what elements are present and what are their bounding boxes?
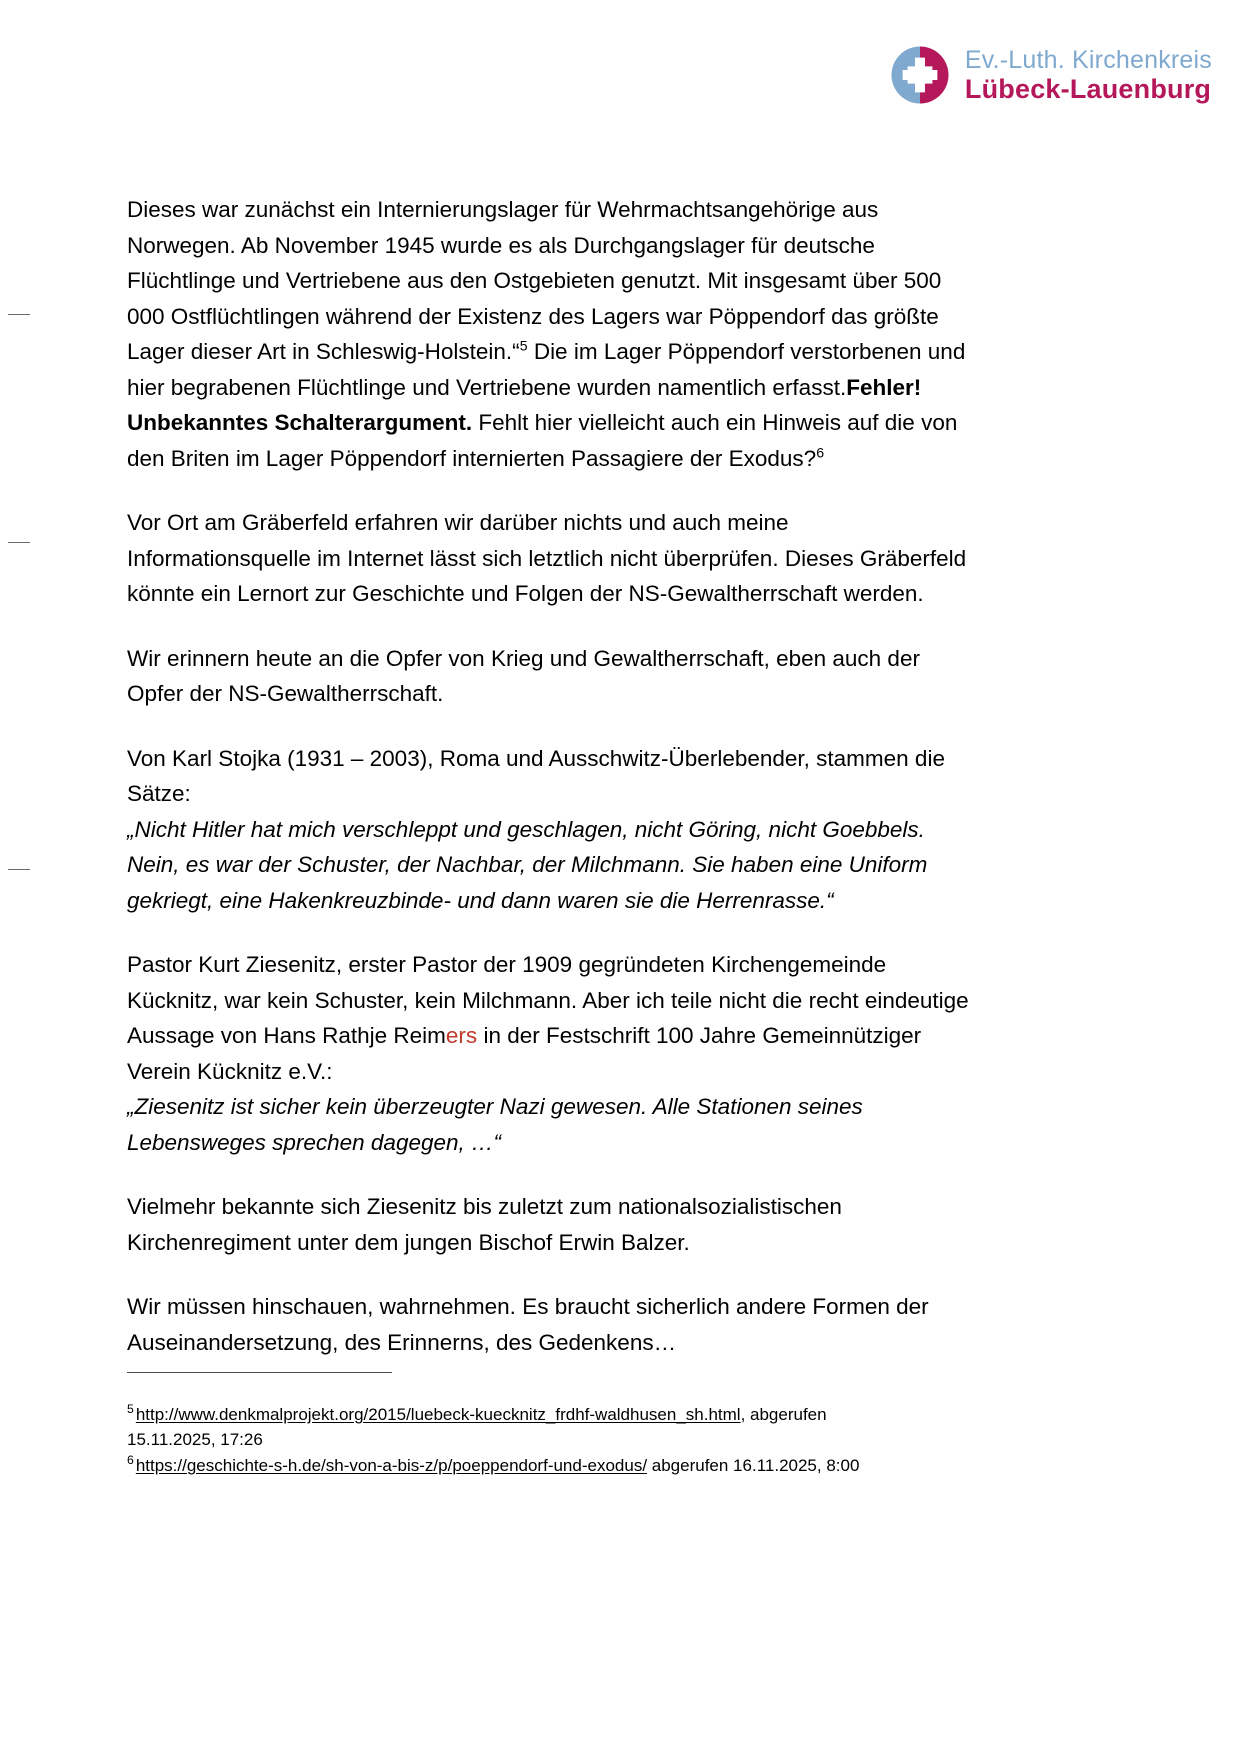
text-run: Von Karl Stojka (1931 – 2003), Roma und Ausschwitz-Überlebender, stammen die Sätze: (127, 745, 945, 806)
text-run: Wir müssen hinschauen, wahrnehmen. Es braucht sicherlich andere Formen der Auseinandersetzung, des Erinnerns, des Gedenkens… (127, 1294, 929, 1355)
paragraph-2 (127, 505, 972, 612)
paragraph-1 (127, 192, 972, 476)
cross-emblem-icon (889, 44, 951, 106)
footnote-6-suffix: abgerufen 16.11.2025, 8:00 (647, 1456, 860, 1475)
brand-line-bottom: Lübeck-Lauenburg (964, 73, 1212, 104)
paragraph-7-quote (127, 1089, 972, 1160)
brand-logo-text (964, 45, 1212, 104)
footnote-5-date: 15.11.2025, 17:26 (127, 1430, 263, 1449)
footnote-6-link[interactable]: https://geschichte-s-h.de/sh-von-a-bis-z/p/poeppendorf-und-exodus/ (135, 1456, 648, 1475)
text-run: Dieses war zunächst ein Internierungslager für Wehrmachtsangehörige aus Norwegen. Ab November 1945 wurde es als Durchgangslager für deutsche Flüchtlinge und Vertriebene aus den Ostgebieten genutzt. Mit insgesamt über 500 000 Ostflüchtlingen während der Existenz des Lagers war Pöppendorf das größte Lager dieser Art in Schleswig-Holstein.“ (127, 197, 942, 364)
footnote-5 (127, 1402, 987, 1452)
change-bar-1 (8, 314, 30, 315)
footnote-reference: 6 (816, 445, 825, 461)
brand-line-top: Ev.-Luth. Kirchenkreis (964, 45, 1212, 74)
paragraph-5-quote (127, 812, 972, 919)
footnote-area (127, 1402, 987, 1479)
paragraph-8 (127, 1189, 972, 1260)
highlighted-red-run: ers (445, 1023, 478, 1048)
change-bar-3 (8, 869, 30, 870)
text-run: Vor Ort am Gräberfeld erfahren wir darüber nichts und auch meine Informationsquelle im Internet lässt sich letztlich nicht überprüfen. Dieses Gräberfeld könnte ein Lernort zur Geschichte und Folgen der NS-Gewaltherrschaft werden. (127, 510, 967, 606)
paragraph-3 (127, 641, 972, 712)
footnote-6 (127, 1453, 987, 1478)
emphasis-bold-run: Fehler! Unbekanntes Schalterargument. (127, 374, 922, 435)
footnote-separator (127, 1372, 392, 1373)
text-run: Wir erinnern heute an die Opfer von Krieg und Gewaltherrschaft, eben auch der Opfer der NS-Gewaltherrschaft. (127, 645, 920, 706)
change-bar-2 (8, 542, 30, 543)
text-run: Pastor Kurt Ziesenitz, erster Pastor der 1909 gegründeten Kirchengemeinde Kücknitz, war kein Schuster, kein Milchmann. Aber ich teile nicht die recht eindeutige Aussage von Hans Rathje Reim (127, 952, 969, 1048)
brand-logo (889, 44, 1212, 106)
footnote-reference: 5 (519, 338, 528, 355)
footnote-5-suffix: , abgerufen (740, 1405, 827, 1424)
text-run: in der Festschrift 100 Jahre Gemeinnütziger Verein Kücknitz e.V.: (127, 1023, 922, 1084)
text-run: Vielmehr bekannte sich Ziesenitz bis zuletzt zum nationalsozialistischen Kirchenregiment unter dem jungen Bischof Erwin Balzer. (127, 1194, 842, 1255)
paragraph-4 (127, 741, 972, 812)
text-run: Fehlt hier vielleicht auch ein Hinweis auf die von den Briten im Lager Pöppendorf internierten Passagiere der Exodus? (127, 410, 958, 471)
document-body (127, 192, 972, 1389)
footnote-6-marker: 6 (127, 1453, 134, 1468)
paragraph-9 (127, 1289, 972, 1360)
text-run: „Nicht Hitler hat mich verschleppt und geschlagen, nicht Göring, nicht Goebbels. Nein, es war der Schuster, der Nachbar, der Milchmann. Sie haben eine Uniform gekriegt, eine Hakenkreuzbinde- und dann waren sie die Herrenrasse.“ (127, 816, 928, 913)
paragraph-6 (127, 947, 972, 1089)
footnote-5-link[interactable]: http://www.denkmalprojekt.org/2015/luebeck-kuecknitz_frdhf-waldhusen_sh.html (135, 1405, 741, 1424)
text-run: „Ziesenitz ist sicher kein überzeugter Nazi gewesen. Alle Stationen seines Lebensweges sprechen dagegen, …“ (127, 1094, 863, 1155)
footnote-5-marker: 5 (127, 1402, 134, 1417)
text-run: Die im Lager Pöppendorf verstorbenen und hier begrabenen Flüchtlinge und Vertriebene wurden namentlich erfasst. (127, 339, 966, 400)
